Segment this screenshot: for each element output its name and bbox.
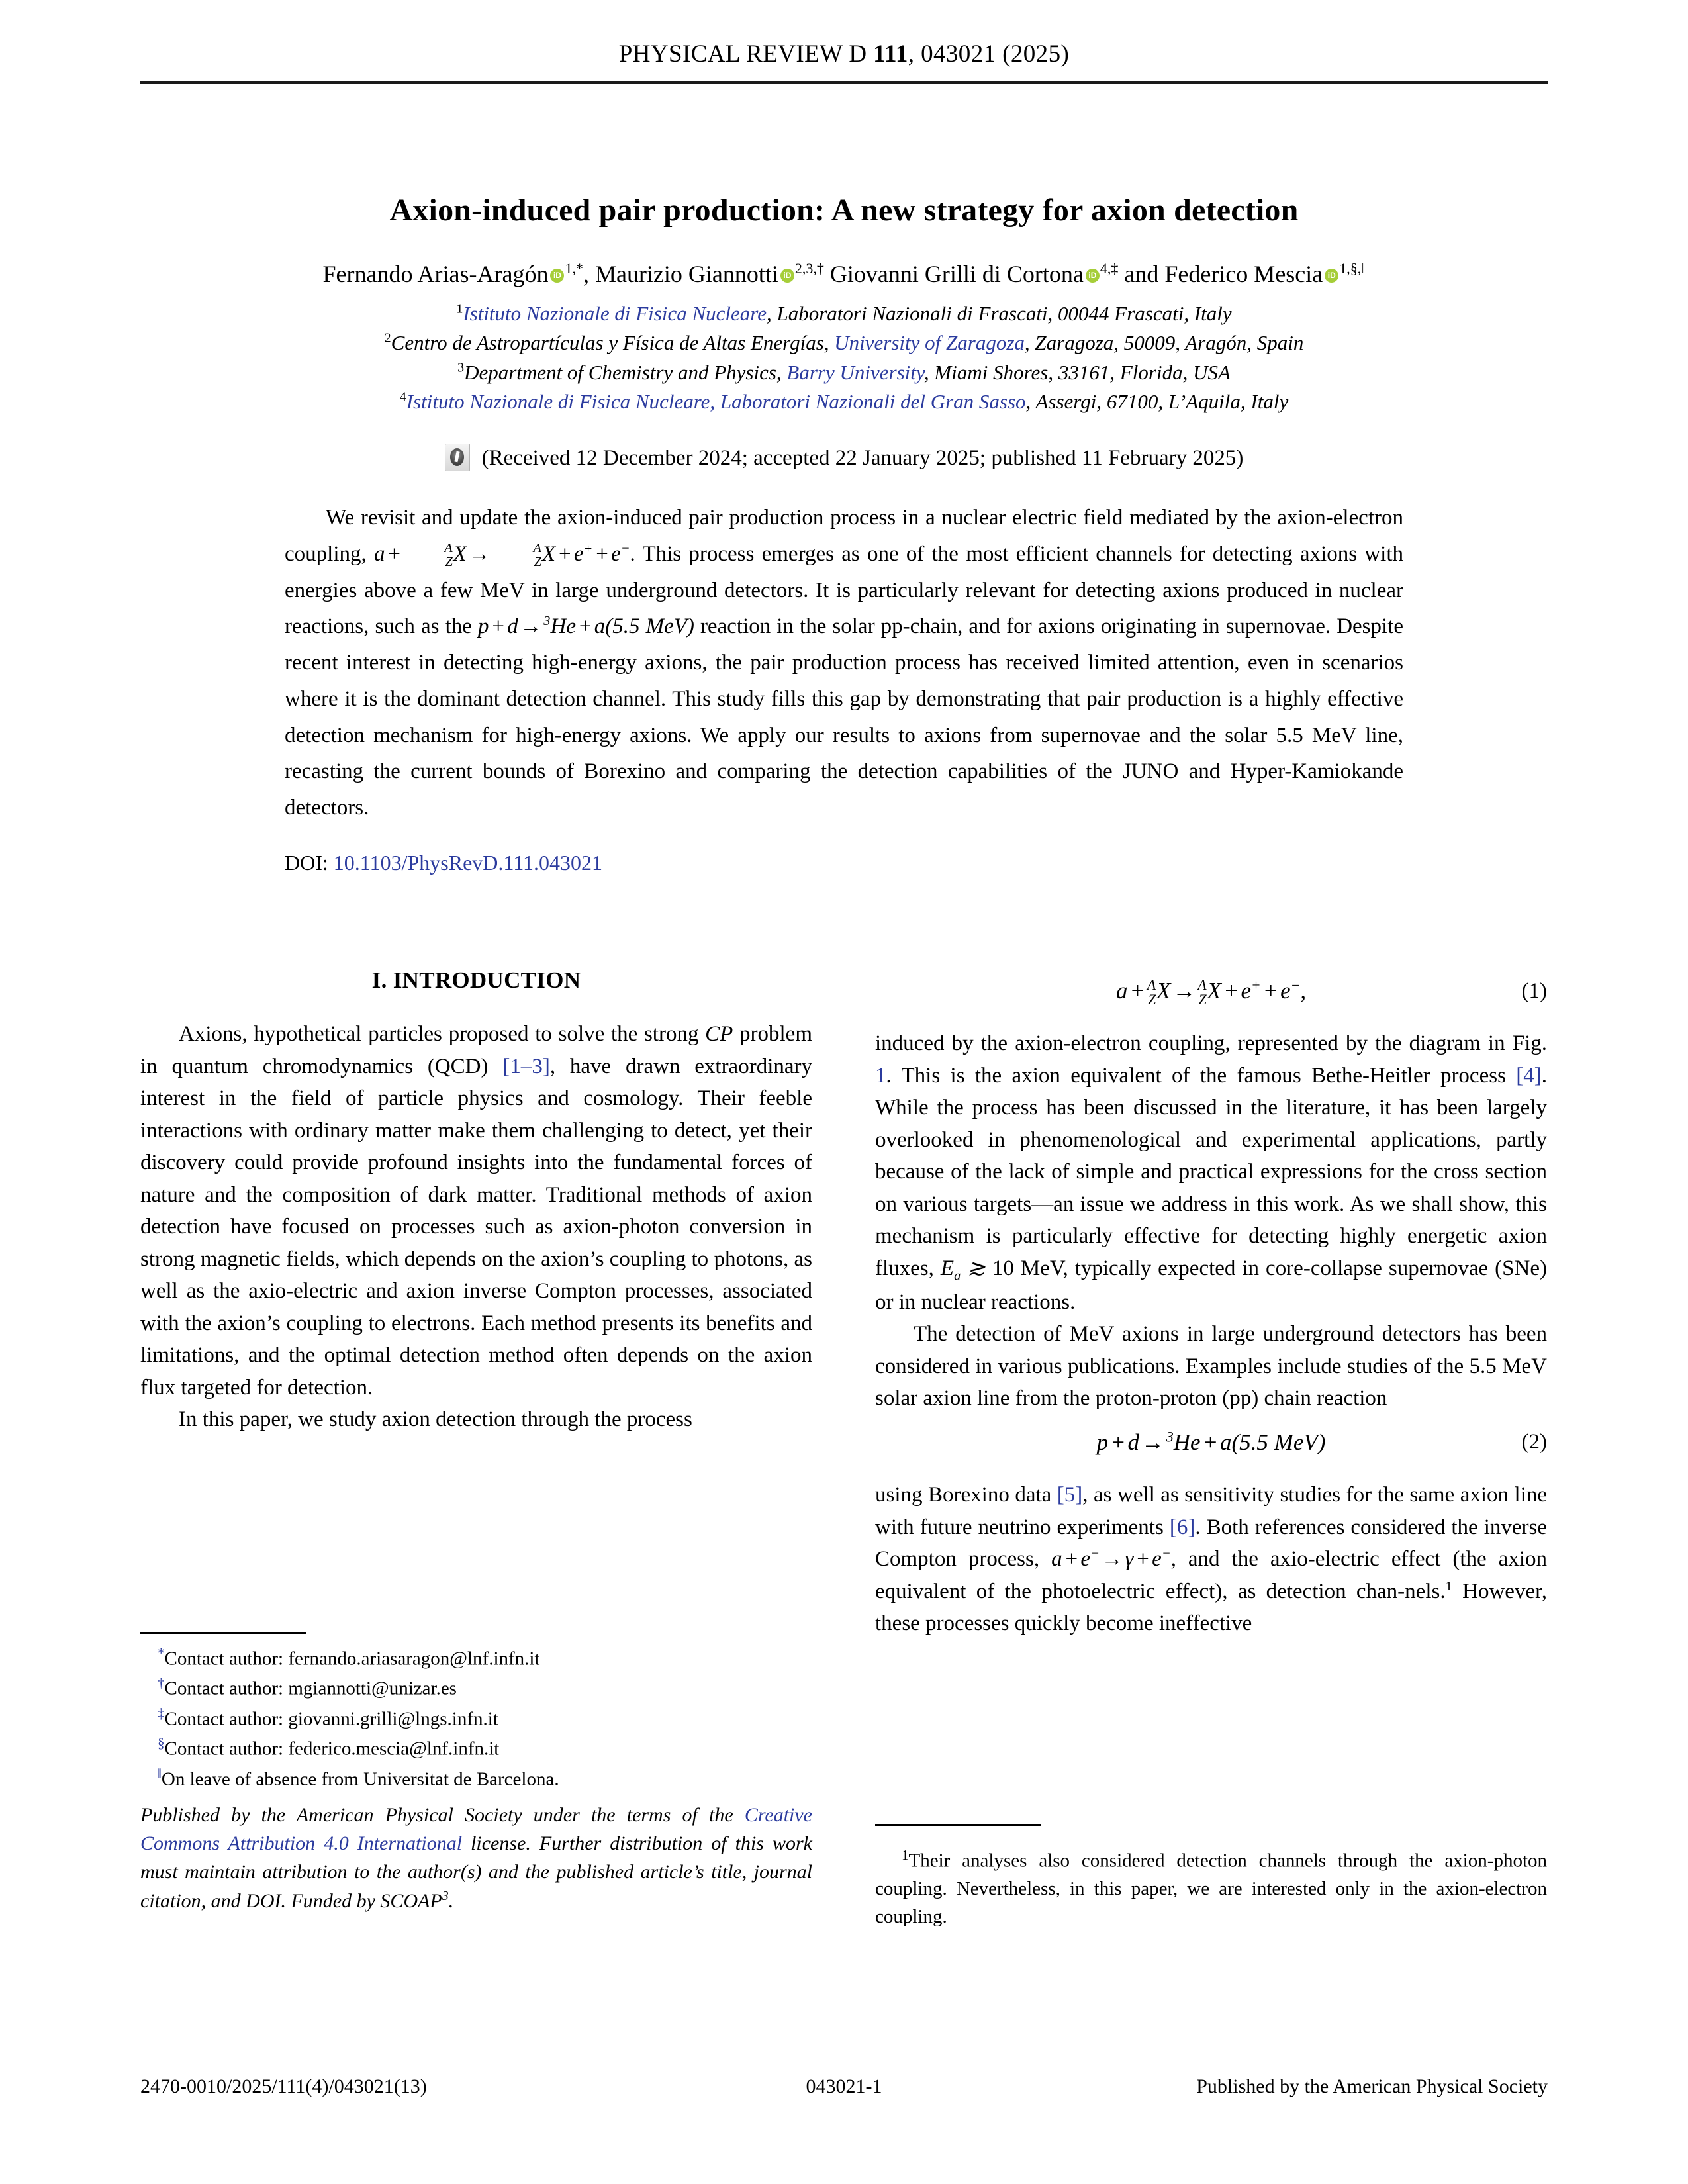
author-name: Giovanni Grilli di Cortona — [829, 261, 1084, 287]
column-right — [875, 963, 1547, 1640]
column-left — [140, 963, 812, 1436]
equation-1 — [875, 974, 1547, 1008]
affiliation-index: 3 — [457, 360, 465, 375]
paragraph-text: . This is the axion equivalent of the famous Bethe-Heitler process — [886, 1063, 1517, 1088]
affiliation — [146, 358, 1542, 387]
footnote-rule — [140, 1632, 306, 1634]
equation-1-number: (1) — [1521, 978, 1547, 1003]
affiliation-rest: , Assergi, 67100, L’Aquila, Italy — [1025, 389, 1289, 413]
orcid-icon[interactable] — [550, 269, 564, 283]
contact-footnotes — [140, 1632, 812, 1793]
affiliation — [146, 387, 1542, 416]
footnote-marker[interactable]: 1 — [1445, 1578, 1452, 1593]
paragraph-text: 10 MeV, typically expected in core-collapse supernovae (SNe) or in nuclear reactions. — [875, 1256, 1547, 1314]
license-notice — [140, 1801, 812, 1915]
doi-label: DOI: — [285, 851, 334, 875]
author-name: Fernando Arias-Aragón — [322, 261, 549, 287]
numbered-footnote — [875, 1824, 1547, 1950]
footnote-text[interactable]: Contact author: mgiannotti@unizar.es — [164, 1678, 457, 1700]
running-head — [140, 40, 1548, 68]
citation-link[interactable]: [1–3] — [502, 1054, 550, 1078]
affiliation — [146, 328, 1542, 357]
affiliation-rest: , Zaragoza, 50009, Aragón, Spain — [1024, 331, 1304, 355]
author-name: Maurizio Giannotti — [594, 261, 778, 287]
inline-italic-cp: CP — [705, 1022, 733, 1047]
contact-footnote — [140, 1643, 812, 1673]
footnote-text[interactable]: Contact author: giovanni.grilli@lngs.infn.it — [164, 1708, 498, 1730]
license-link[interactable]: Creative Commons Attribution 4.0 International — [140, 1804, 812, 1855]
paragraph — [140, 1018, 812, 1403]
journal-name: PHYSICAL REVIEW D — [618, 40, 874, 68]
paragraph: The detection of MeV axions in large underground detectors has been considered in various publications. Examples include studies of the 5.5 MeV solar axion line from the proton-proton (pp) chain reaction — [875, 1322, 1547, 1411]
author-marks: 2,3,† — [794, 260, 824, 277]
equation-2-body: p + d → $^3$He + a(5.5 MeV) — [1096, 1428, 1326, 1455]
author-marks: 1,* — [565, 260, 583, 277]
doi-line — [285, 851, 602, 875]
paragraph-text: induced by the axion-electron coupling, represented by the diagram in Fig. — [875, 1031, 1547, 1056]
footnote-number: 1 — [902, 1847, 909, 1863]
footnote-body — [875, 1845, 1547, 1931]
citation-link[interactable]: [4] — [1516, 1063, 1542, 1088]
abstract-equation-inline: a + A Z X → A Z X + e+ + e− — [374, 541, 630, 570]
abstract-reaction-inline: p + d → $^3$He + a(5.5 MeV) — [477, 614, 694, 639]
author-marks: 1,§,‖ — [1339, 260, 1366, 277]
footnote-text: Their analyses also considered detection channels through the axion-photon coupling. Nevertheless, in this paper, we are interested only in the axion-electron coupling. — [875, 1850, 1547, 1928]
footer-publisher: Published by the American Physical Society — [1196, 2075, 1548, 2097]
author-marks: 4,‡ — [1100, 260, 1119, 277]
affiliation-list — [146, 299, 1542, 416]
footer-issn: 2470-0010/2025/111(4)/043021(13) — [140, 2075, 427, 2097]
affiliation-rest: , Laboratori Nazionali di Frascati, 00044 Frascati, Italy — [766, 302, 1232, 325]
paragraph: In this paper, we study axion detection through the process — [179, 1407, 692, 1432]
author — [323, 261, 583, 287]
journal-article-number: , 043021 (2025) — [908, 40, 1070, 68]
equation-1-body: a + A Z X → A Z X + e+ + e−, — [1115, 976, 1307, 1008]
orcid-icon[interactable] — [1325, 269, 1338, 283]
license-text-b: license. Further distribution of this work must maintain attribution to the author(s) and the published article’s title, journal citation, and DOI. Funded by SCOAP — [140, 1832, 813, 1912]
contact-footnote — [140, 1733, 812, 1763]
affiliation-index: 1 — [456, 301, 463, 316]
author — [1164, 261, 1365, 287]
dates-text: (Received 12 December 2024; accepted 22 January 2025; published 11 February 2025) — [481, 446, 1244, 470]
contact-footnote — [140, 1703, 812, 1733]
footer-page-number: 043021-1 — [806, 2075, 882, 2097]
paragraph-text: problem in quantum chromodynamics (QCD) — [140, 1022, 812, 1078]
figure-reference-link[interactable]: 1 — [875, 1063, 886, 1088]
affiliation-link[interactable]: University of Zaragoza — [834, 331, 1025, 355]
paragraph — [875, 1479, 1547, 1640]
footnote-symbol: † — [158, 1675, 165, 1691]
paragraph-text: , and the axio-electric effect (the axion equivalent of the photoelectric effect), as detection chan- — [875, 1547, 1547, 1603]
paragraph-text: , have drawn extraordinary interest in the field of particle physics and cosmology. Their feeble interactions with ordinary matter make them challenging to detect, yet their discovery could provide profound insights into the fundamental forces of nature and the composition of dark matter. Traditional methods of axion detection have focused on processes such as axion-photon conversion in strong magnetic fields, which depends on the axion’s coupling to photons, as well as the axio-electric and axion inverse Compton processes, associated with the axion’s coupling to electrons. Each method presents its benefits and limitations, and the optimal detection method often depends on the axion flux targeted for detection. — [140, 1054, 812, 1400]
author-name: Federico Mescia — [1164, 261, 1323, 287]
abstract-part-2: . This process emerges as one of the most efficient channels for detecting axions with energies above a few MeV in large underground detectors. It is particularly relevant for detecting axions produced in nuclear reactions, such as the — [285, 542, 1403, 639]
affiliation-link[interactable]: Istituto Nazionale di Fisica Nucleare, Laboratori Nazionali del Gran Sasso — [406, 389, 1026, 413]
header-rule — [140, 81, 1548, 84]
abstract-part-3: reaction in the solar pp-chain, and for axions originating in supernovae. Despite recent interest in detecting high-energy axions, the pair production process has received limited attention, even in scenarios where it is the dominant detection channel. This study fills this gap by demonstrating that pair production is a highly effective detection mechanism for high-energy axions. We apply our results to axions from supernovae and the solar 5.5 MeV line, recasting the current bounds of Borexino and comparing the detection capabilities of the JUNO and Hyper-Kamiokande detectors. — [285, 614, 1403, 820]
citation-link[interactable]: [5] — [1056, 1483, 1083, 1507]
journal-volume: 111 — [873, 40, 908, 68]
inline-math-compton: a + e− → γ + e− — [1051, 1546, 1171, 1572]
doi-link[interactable]: 10.1103/PhysRevD.111.043021 — [333, 851, 602, 875]
author — [595, 261, 824, 287]
paragraph-text: using Borexino data — [875, 1483, 1057, 1507]
footnote-symbol: § — [158, 1735, 165, 1752]
authors-conjunction: and — [1124, 261, 1159, 287]
equation-2-number: (2) — [1521, 1430, 1547, 1454]
footnote-text: On leave of absence from Universitat de Barcelona. — [161, 1768, 559, 1790]
license-superscript: 3 — [442, 1888, 449, 1903]
inline-math-axion-energy: $E_a$ ≳ — [940, 1256, 986, 1284]
paragraph-text: , as well as sensitivity studies for the same axion line with future neutrino experiments — [875, 1483, 1547, 1539]
affiliation-link[interactable]: Istituto Nazionale di Fisica Nucleare — [463, 302, 767, 325]
publication-dates — [146, 444, 1542, 471]
page-title: Axion-induced pair production: A new strategy for axion detection — [389, 193, 1299, 228]
affiliation-rest: , Miami Shores, 33161, Florida, USA — [923, 360, 1231, 384]
footnote-rule — [875, 1824, 1041, 1826]
paragraph-text: . Both references considered the inverse Compton process, — [875, 1515, 1548, 1572]
footnote-symbol: ‖ — [158, 1765, 162, 1781]
citation-link[interactable]: [6] — [1169, 1515, 1196, 1539]
author — [830, 261, 1118, 287]
paragraph-text: . While the process has been discussed in the literature, it has been largely overlooked in phenomenological and experimental applications, partly because of the lack of simple and practical expressions for the cross section on various targets—an issue we address in this work. As we shall show, this mechanism is particularly effective for detecting highly energetic axion fluxes, — [875, 1063, 1547, 1280]
contact-footnote — [140, 1673, 812, 1703]
affiliation-pre: Centro de Astropartículas y Física de Altas Energías, — [391, 331, 835, 355]
abstract-part-1: We revisit and update the axion-induced pair production process in a nuclear electric field mediated by the axion-electron coupling, — [285, 506, 1403, 566]
footnote-symbol: * — [158, 1645, 165, 1661]
affiliation-index: 2 — [384, 331, 391, 346]
orcid-icon[interactable] — [1086, 269, 1100, 283]
abstract — [285, 500, 1403, 826]
crossmark-icon[interactable] — [445, 444, 470, 471]
footnote-symbol: ‡ — [158, 1705, 165, 1721]
footnote-text[interactable]: Contact author: federico.mescia@lnf.infn.it — [164, 1738, 500, 1760]
author-list: Fernando Arias-Aragón iD $^{1,*}$, Maurizio Giannotti iD $^{2,3,\dagger}$ Giovanni Grilli di Cortona iD $^{4,\ddagger}$ and Federico Mescia iD $^{1,\S,‖}$ — [146, 258, 1542, 291]
license-text-c: . — [448, 1889, 454, 1912]
orcid-icon[interactable] — [780, 269, 794, 283]
affiliation-index: 4 — [399, 389, 406, 404]
contact-footnote — [140, 1764, 812, 1793]
paragraph-text: nels. — [1405, 1579, 1446, 1603]
footnote-text[interactable]: Contact author: fernando.ariasaragon@lnf.infn.it — [164, 1648, 540, 1670]
license-text-a: Published by the American Physical Society under the terms of the — [140, 1804, 745, 1826]
paragraph-text: However, these processes quickly become ineffective — [875, 1579, 1548, 1636]
affiliation — [146, 299, 1542, 328]
section-heading-introduction: I. INTRODUCTION — [371, 967, 581, 993]
affiliation-link[interactable]: Barry University — [786, 360, 924, 384]
paragraph-text: Axions, hypothetical particles proposed to solve the strong — [179, 1022, 706, 1047]
affiliation-pre: Department of Chemistry and Physics, — [464, 360, 787, 384]
paragraph — [875, 1027, 1547, 1318]
equation-2 — [875, 1425, 1547, 1459]
